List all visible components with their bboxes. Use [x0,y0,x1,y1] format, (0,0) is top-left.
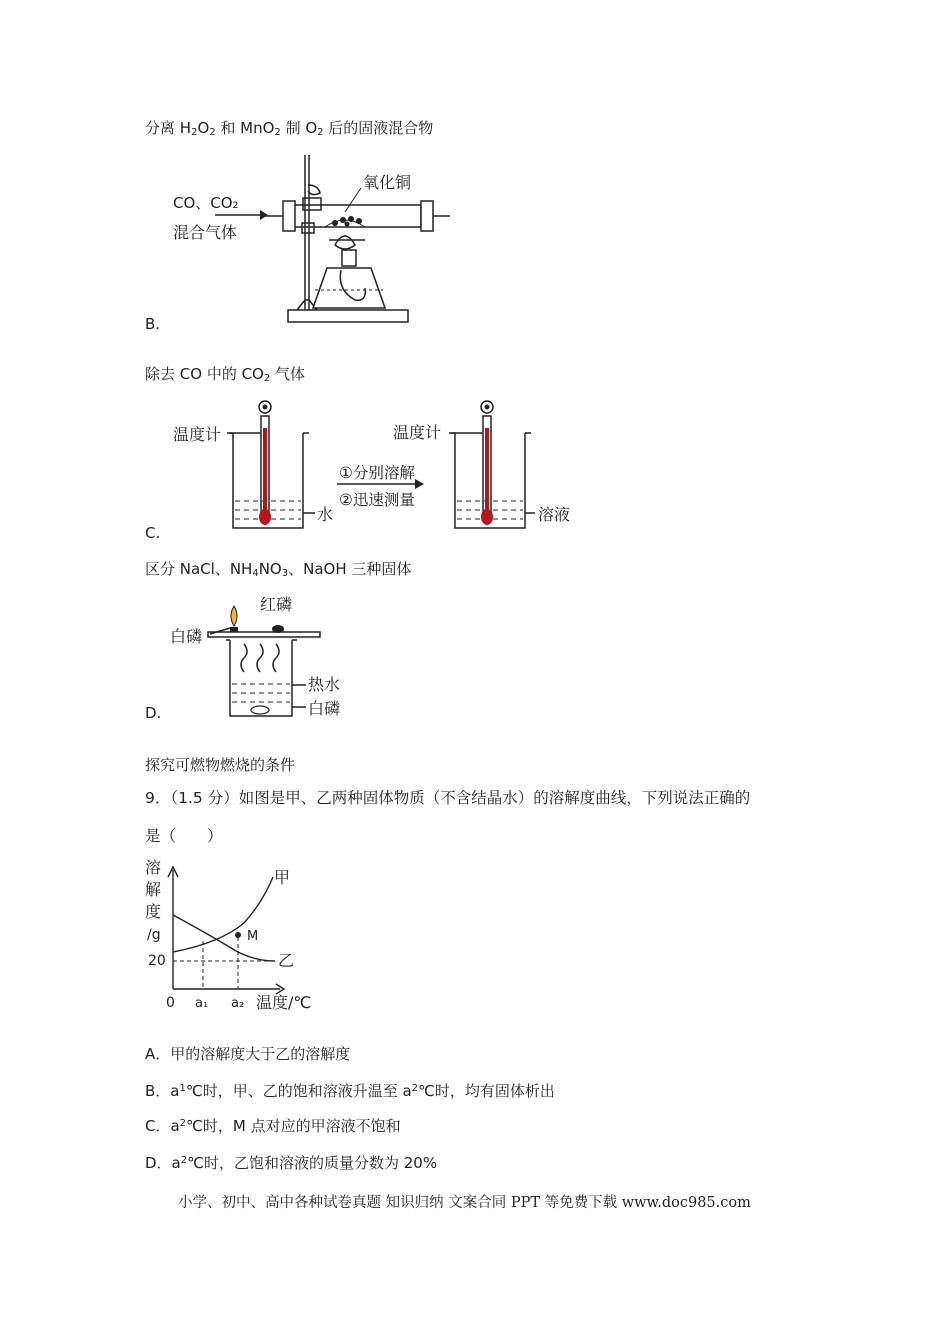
option-d-letter: D. [145,704,162,722]
step-1-label: ①分别溶解 [339,464,415,482]
option-c-letter: C. [145,524,161,542]
origin-label: 0 [166,995,175,1011]
figure-d-apparatus [168,590,358,722]
step-2-label: ②迅速测量 [339,491,415,509]
solution-label: 溶液 [538,505,571,524]
series-label-jia: 甲 [274,868,291,887]
point-m [235,932,241,938]
option-b-caption: 除去 CO 中的 $CO_2$ 气体 [145,365,306,384]
white-phosphorus-top-label: 白磷 [170,627,203,646]
point-m-label: M [247,929,259,944]
footer-ad: 小学、初中、高中各种试卷真题 知识归纳 文案合同 PPT 等免费下载 www.doc985.com [178,1195,751,1211]
figure-c-apparatus [165,398,585,533]
reagent-label: 氧化铜 [363,173,412,192]
gas-label-1: CO、CO₂ [173,194,239,212]
choice-a: A．甲的溶解度大于乙的溶解度 [145,1045,351,1063]
question-9-line-2: 是（ ） [145,827,223,845]
series-label-yi: 乙 [278,951,295,970]
ylabel-char-4: /g [147,927,161,943]
option-a-caption: 分离 $H_2O_2$ 和 MnO$_2$ 制 $O_2$ 后的固液混合物 [145,119,434,138]
hot-water-label: 热水 [308,675,341,694]
choice-d: D．$a^2℃$时，乙饱和溶液的质量分数为 20% [145,1154,438,1172]
gas-label-2: 混合气体 [173,223,238,242]
ytick-20: 20 [148,953,166,969]
water-label: 水 [317,505,334,524]
choice-b: B．$a^1℃$时，甲、乙的饱和溶液升温至 $a^2℃$时，均有固体析出 [145,1082,555,1100]
xlabel: 温度/℃ [256,993,312,1012]
question-9-line-1: 9．（1.5 分）如图是甲、乙两种固体物质（不含结晶水）的溶解度曲线，下列说法正确的 [145,789,751,807]
ylabel-char-1: 溶 [145,858,162,877]
red-phosphorus-label: 红磷 [260,595,293,614]
option-c-caption: 区分 NaCl、$NH_4NO_3$、NaOH 三种固体 [145,560,412,579]
xtick-a1: a₁ [195,996,209,1011]
thermometer-label-left: 温度计 [173,425,222,444]
thermometer-label-right: 温度计 [393,423,442,442]
series-yi-curve [173,915,275,961]
white-phosphorus-bottom-label: 白磷 [308,699,341,718]
option-d-caption: 探究可燃物燃烧的条件 [145,756,296,774]
xtick-a2: a₂ [231,996,245,1011]
ylabel-char-2: 解 [145,880,162,899]
choice-c: C．$a^2℃$时，M 点对应的甲溶液不饱和 [145,1117,401,1135]
figure-b-apparatus [165,150,455,328]
ylabel-char-3: 度 [145,902,162,921]
option-b-letter: B. [145,315,161,333]
solubility-chart [140,855,330,1015]
